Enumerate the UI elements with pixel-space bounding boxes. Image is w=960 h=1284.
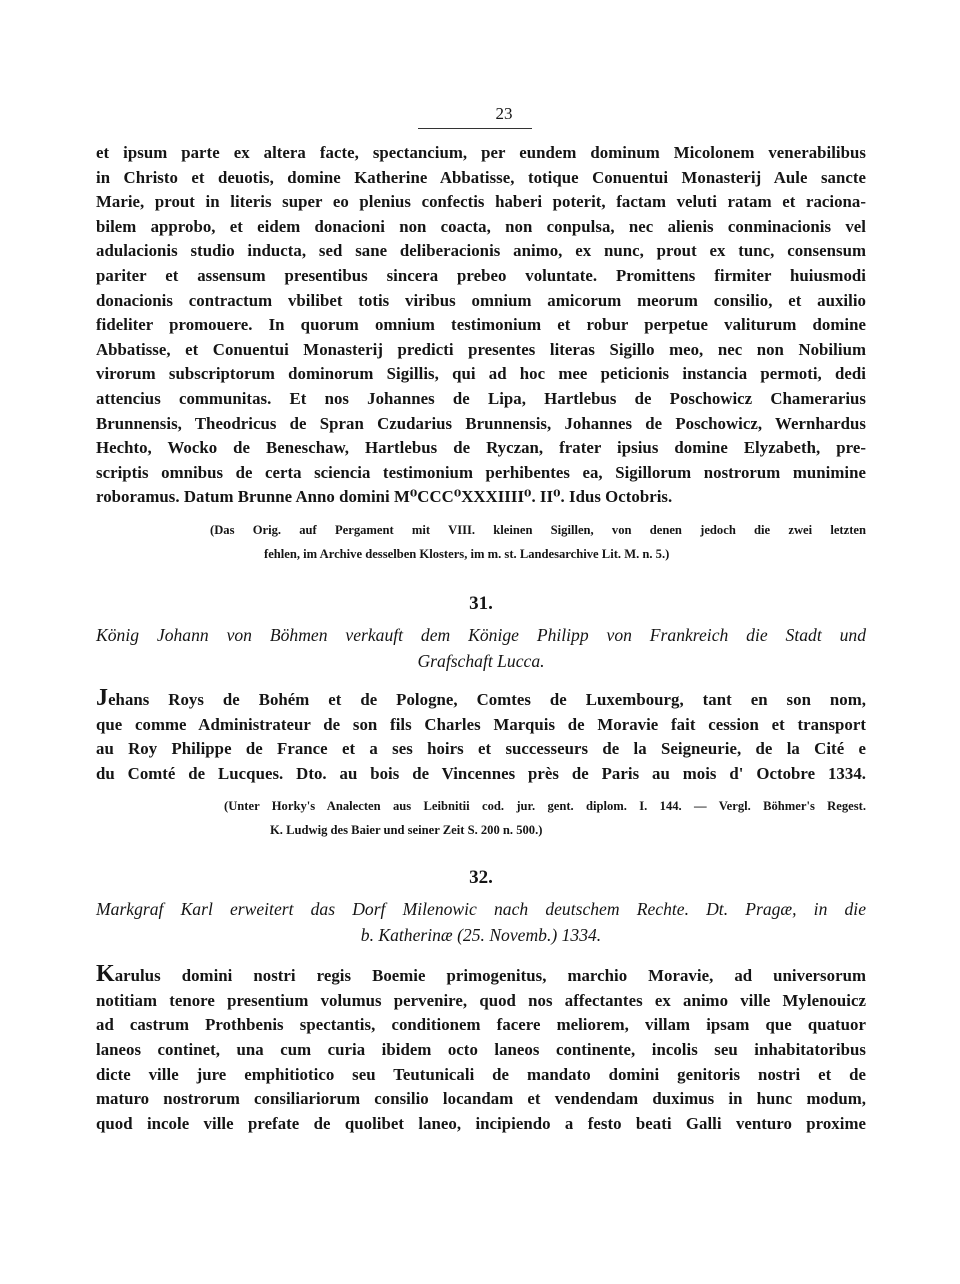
text-line: ad castrum Prothbenis spectantis, conditionem facere meliorem, villam ipsam que quatuor xyxy=(96,1015,866,1035)
text-line: du Comté de Lucques. Dto. au bois de Vincennes près de Paris au mois d' Octobre 1334. xyxy=(96,763,866,783)
document-number: 32. xyxy=(469,867,493,889)
text-line: Abbatisse, et Conuentui Monasterij predicti presentes literas Sigillo meo, nec non Nobilium xyxy=(96,339,866,359)
source-note xyxy=(96,518,866,566)
initial-letter: J xyxy=(96,685,109,711)
continued-charter-text xyxy=(96,141,866,510)
heading-line: König Johann von Böhmen verkauft dem Könige Philipp von Frankreich die Stadt und xyxy=(96,624,866,645)
text-line: pariter et assensum presentibus sincera prebeo voluntate. Promittens firmiter huiusmodi xyxy=(96,265,866,285)
first-line-text: arulus domini nostri regis Boemie primogenitus, marchio Moravie, ad universorum xyxy=(114,966,866,986)
initial-letter: K xyxy=(96,962,115,988)
page xyxy=(96,104,866,1136)
text-line: Marie, prout in literis super eo plenius confectis haberi poterit, factam veluti ratam et raciona- xyxy=(96,192,866,212)
text-line: bilem approbo, et eidem donacioni non coacta, non conpulsa, nec alienis conminacionis vel xyxy=(96,216,866,236)
text-line: roboramus. Datum Brunne Anno domini M⁰CCC⁰XXXIIII⁰. II⁰. Idus Octobris. xyxy=(96,487,673,507)
page-header xyxy=(96,104,866,132)
page-number: 23 xyxy=(495,104,513,123)
note-line: fehlen, im Archive desselben Klosters, im m. st. Landesarchive Lit. M. n. 5.) xyxy=(264,546,670,561)
text-line: notitiam tenore presentium volumus pervenire, quod nos affectantes ex animo ville Mylenouicz xyxy=(96,990,866,1010)
text-line: attencius communitas. Et nos Johannes de Lipa, Hartlebus de Poschowicz Chamerarius xyxy=(96,388,866,408)
text-line: scriptis omnibus de certa sciencia testimonium perhibentes ea, Sigillorum nostrorum munimine xyxy=(96,462,866,482)
text-line: quod incole ville prefate de quolibet laneo, incipiendo a festo beati Galli venturo proxime xyxy=(96,1113,866,1133)
source-note xyxy=(96,794,866,842)
text-line: que comme Administrateur de son fils Charles Marquis de Moravie fait cession et transport xyxy=(96,714,866,734)
heading-line: b. Katherinæ (25. Novemb.) 1334. xyxy=(360,925,602,946)
text-line: donacionis contractum vbilibet totis viribus omnium amicorum meorum consilio, et auxilio xyxy=(96,290,866,310)
text-line: maturo nostrorum consiliariorum consilio locandam et vendendam duximus in hunc modum, xyxy=(96,1089,866,1109)
text-line: adulacionis studio inducta, sed sane deliberacionis animo, ex nunc, prout ex tunc, consensum xyxy=(96,241,866,261)
text-line xyxy=(96,686,866,713)
text-line: laneos continet, una cum curia ibidem octo laneos continente, incolis seu inhabitatoribus xyxy=(96,1040,866,1060)
heading-line: Grafschaft Lucca. xyxy=(417,650,545,671)
text-line xyxy=(96,962,866,989)
text-line: et ipsum parte ex altera facte, spectancium, per eundem dominum Micolonem venerabilibus xyxy=(96,143,866,162)
text-line: virorum subscriptorum dominorum Sigillis, qui ad hoc mee peticionis instancia permoti, dedi xyxy=(96,364,866,384)
note-line: (Das Orig. auf Pergament mit VIII. kleinen Sigillen, von denen jedoch die zwei letzten xyxy=(210,522,866,537)
document-number: 31. xyxy=(469,592,493,614)
document-text xyxy=(96,686,866,786)
text-line: Brunnensis, Theodricus de Spran Czudarius Brunnensis, Johannes de Poschowicz, Wernhardus xyxy=(96,413,866,433)
text-line: fideliter promouere. In quorum omnium testimonium et robur perpetue valiturum domine xyxy=(96,315,866,335)
document-text xyxy=(96,962,866,1136)
document-heading xyxy=(96,896,866,948)
note-line: (Unter Horky's Analecten aus Leibnitii cod. jur. gent. diplom. I. 144. — Vergl. Böhmer's Regest. xyxy=(224,799,866,814)
note-line: K. Ludwig des Baier und seiner Zeit S. 200 n. 500.) xyxy=(270,823,543,838)
heading-line: Markgraf Karl erweitert das Dorf Milenowic nach deutschem Rechte. Dt. Pragæ, in die xyxy=(96,899,866,920)
text-line: au Roy Philippe de France et a ses hoirs et successeurs de la Seigneurie, de la Cité e xyxy=(96,739,866,759)
first-line-text: ehans Roys de Bohém et de Pologne, Comtes de Luxembourg, tant en son nom, xyxy=(108,689,866,709)
text-line: in Christo et deuotis, domine Katherine Abbatisse, totique Conuentui Monasterij Aule sancte xyxy=(96,167,866,187)
text-line: dicte ville jure emphitiotico seu Teutunicali de mandato domini genitoris nostri et de xyxy=(96,1064,866,1084)
document-heading xyxy=(96,622,866,674)
page-number-rule xyxy=(418,128,532,129)
text-line: Hechto, Wocko de Beneschaw, Hartlebus de Ryczan, frater ipsius domine Elyzabeth, pre- xyxy=(96,438,866,458)
